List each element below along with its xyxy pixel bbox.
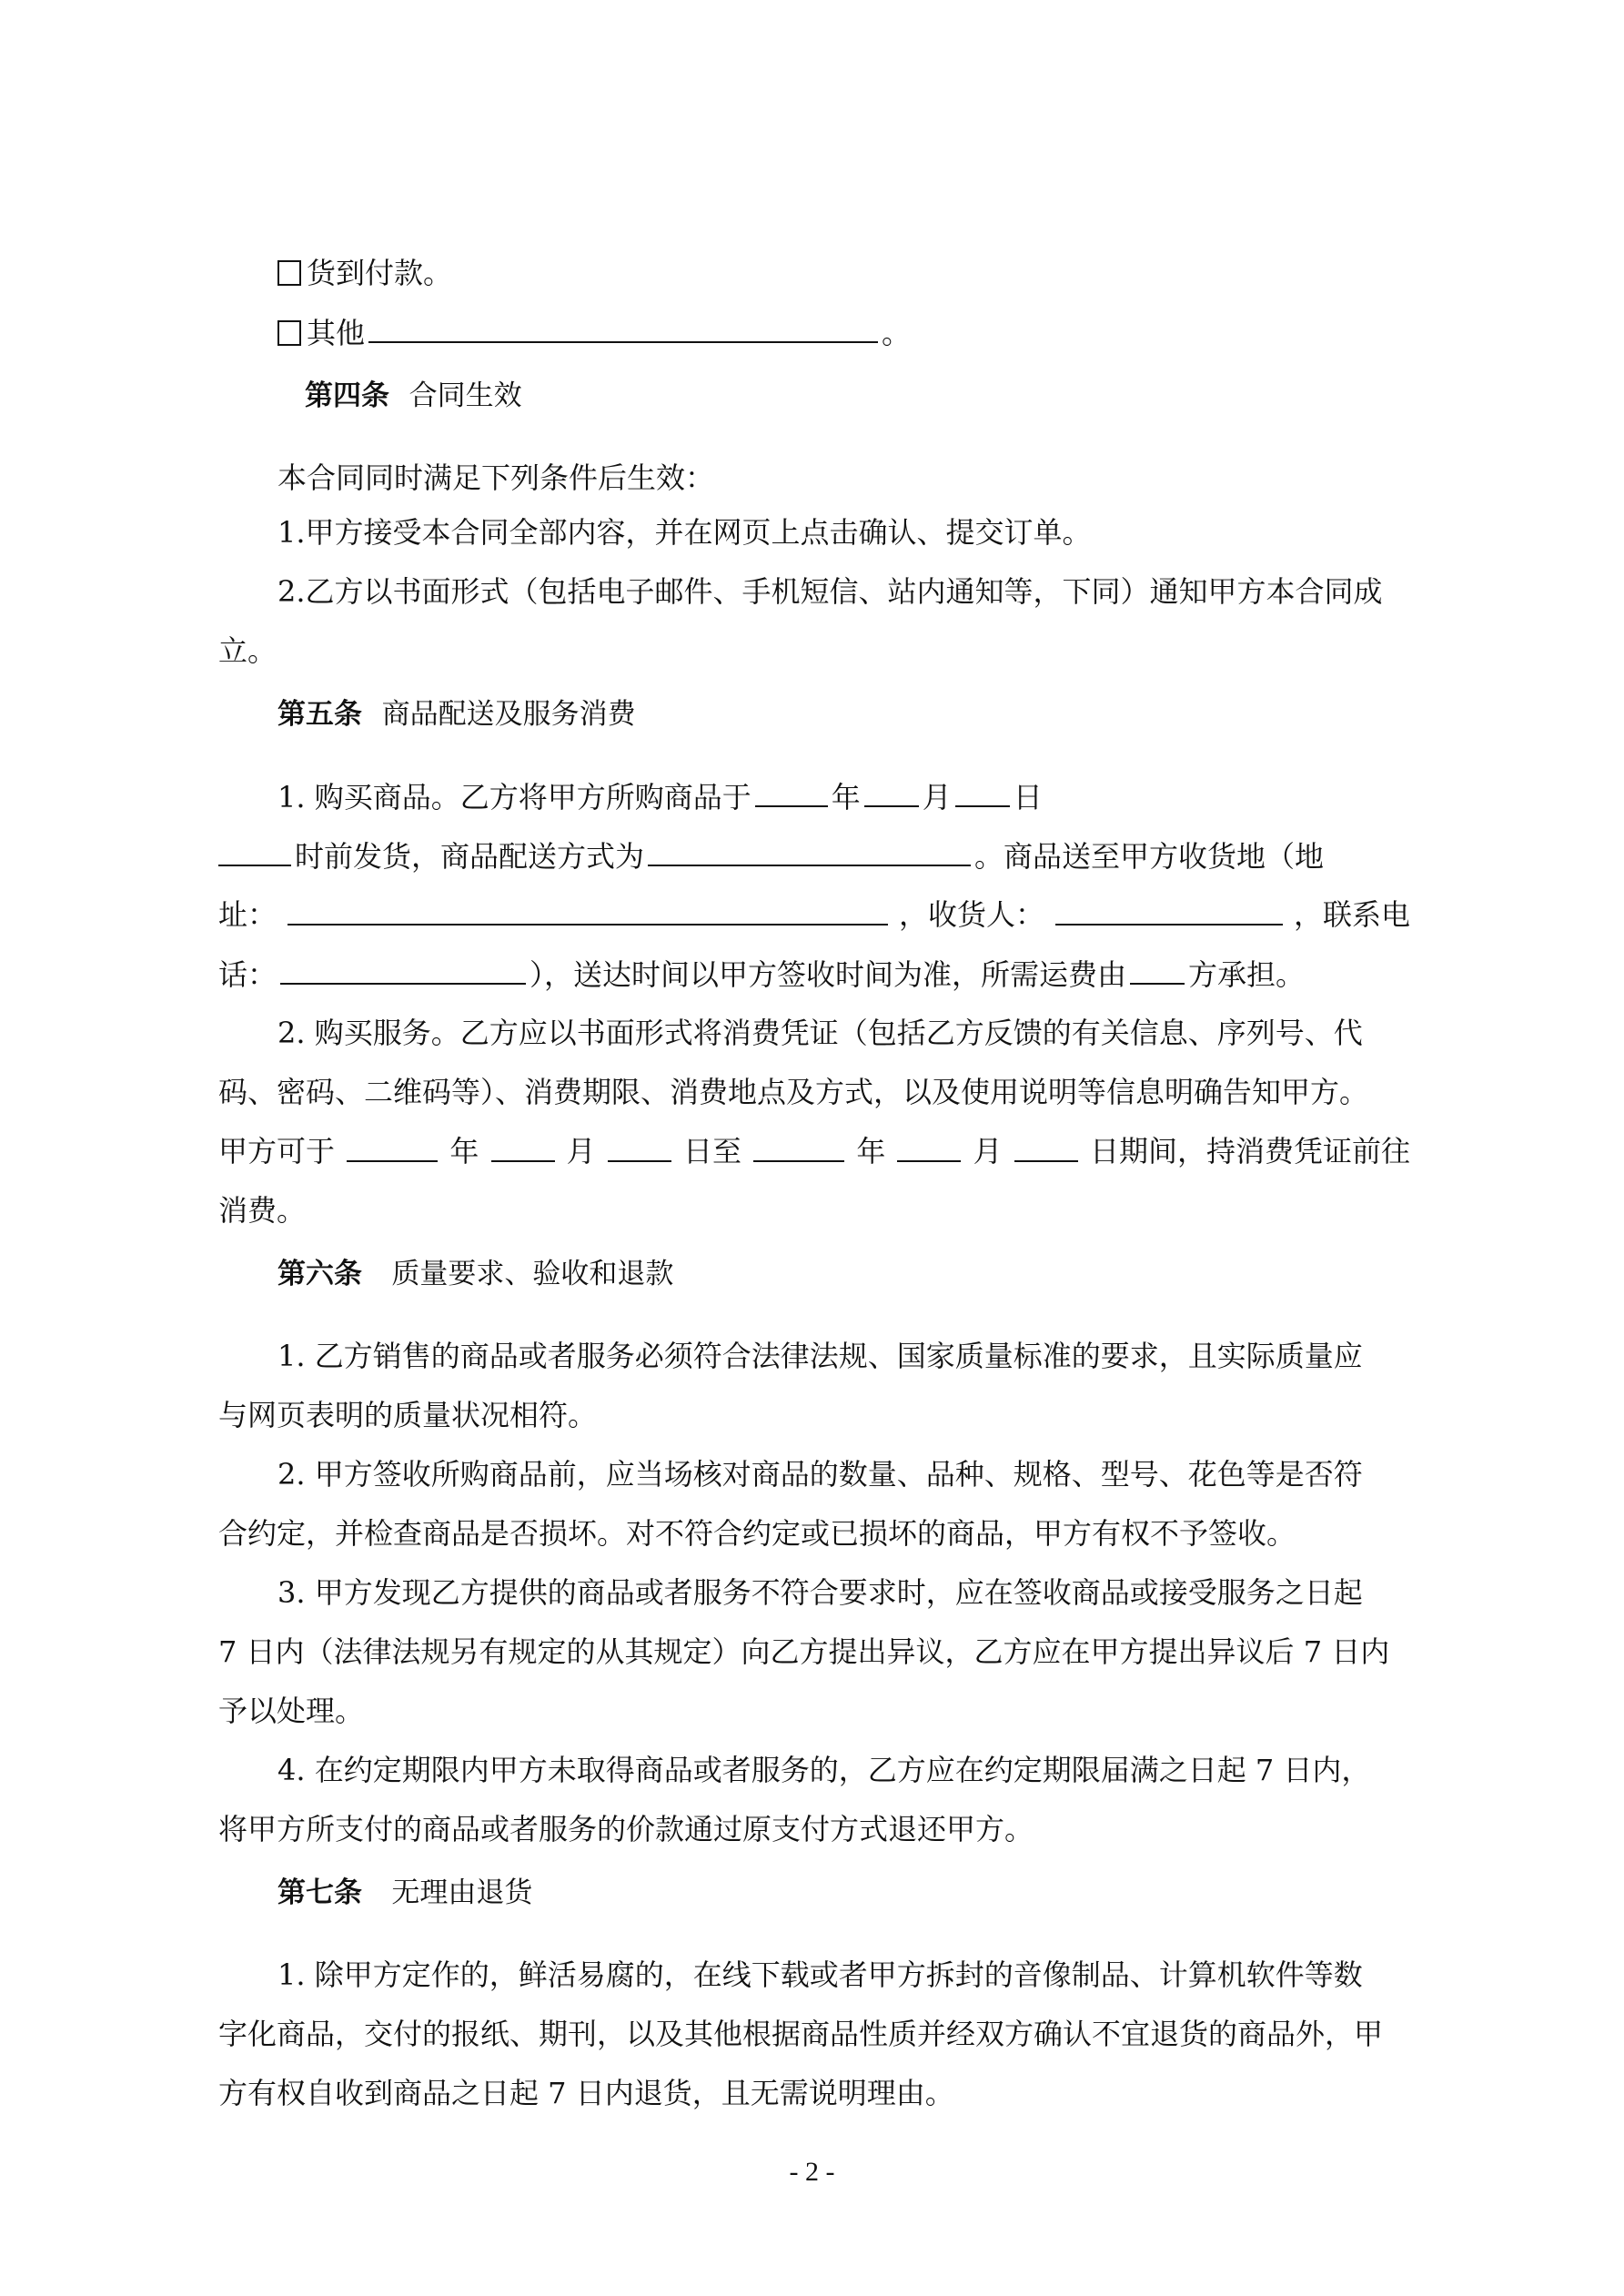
text: 年 (449, 1134, 479, 1168)
paragraph: 消费。 (218, 1193, 307, 1228)
paragraph: 1. 乙方销售的商品或者服务必须符合法律法规、国家质量标准的要求，且实际质量应 (277, 1339, 1363, 1373)
checkbox-icon[interactable] (277, 260, 301, 286)
article-number: 第六条 (277, 1258, 362, 1290)
text: 1. 购买商品。乙方将甲方所购商品于 (277, 780, 751, 814)
option-cod-label: 货到付款。 (307, 256, 453, 290)
blank-field[interactable] (648, 837, 971, 866)
option-cod (277, 255, 1410, 291)
blank-field[interactable] (1130, 956, 1185, 985)
text: ，联系电 (1293, 897, 1410, 932)
text: 址： (218, 897, 277, 932)
paragraph: 与网页表明的质量状况相符。 (218, 1398, 598, 1432)
paragraph (218, 1133, 1410, 1169)
blank-field[interactable] (1014, 1133, 1078, 1162)
blank-field[interactable] (1055, 896, 1283, 925)
paragraph: 码、密码、二维码等）、消费期限、消费地点及方式，以及使用说明等信息明确告知甲方。 (218, 1075, 1369, 1109)
option-other (277, 314, 1410, 351)
text: 话： (218, 957, 277, 992)
blank-field[interactable] (280, 956, 526, 985)
text: 月 (922, 780, 952, 814)
blank-field[interactable] (368, 314, 878, 343)
article-title: 无理由退货 (391, 1876, 533, 1909)
paragraph: 2.乙方以书面形式（包括电子邮件、手机短信、站内通知等，下同）通知甲方本合同成 (277, 574, 1383, 609)
text: 日 (1013, 780, 1043, 814)
paragraph: 1.甲方接受本合同全部内容，并在网页上点击确认、提交订单。 (277, 515, 1092, 550)
paragraph (277, 778, 1410, 815)
text: 时前发货，商品配送方式为 (295, 839, 645, 874)
paragraph (218, 956, 1410, 993)
paragraph: 将甲方所支付的商品或者服务的价款通过原支付方式退还甲方。 (218, 1812, 1034, 1846)
paragraph: 合约定，并检查商品是否损坏。对不符合约定或已损坏的商品，甲方有权不予签收。 (218, 1516, 1296, 1551)
paragraph: 2. 购买服务。乙方应以书面形式将消费凭证（包括乙方反馈的有关信息、序列号、代 (277, 1016, 1363, 1050)
blank-field[interactable] (955, 778, 1010, 807)
blank-field[interactable] (287, 896, 888, 925)
text: ，收货人： (898, 897, 1044, 932)
paragraph: 4. 在约定期限内甲方未取得商品或者服务的，乙方应在约定期限届满之日起 7 日内， (277, 1753, 1371, 1787)
paragraph (218, 837, 1410, 875)
text: 方承担。 (1188, 957, 1306, 992)
text: 年 (831, 780, 861, 814)
checkbox-icon[interactable] (277, 320, 301, 346)
article-number: 第四条 (305, 379, 389, 412)
blank-field[interactable] (753, 1133, 844, 1162)
paragraph: 予以处理。 (218, 1694, 365, 1728)
article-5-heading (277, 696, 1469, 733)
article-6-heading (277, 1256, 1469, 1292)
paragraph: 立。 (218, 633, 277, 668)
paragraph: 本合同同时满足下列条件后生效： (277, 460, 715, 495)
text: 日至 (682, 1134, 741, 1168)
text: 。商品送至甲方收货地（地 (974, 839, 1325, 874)
text: 日期间，持消费凭证前往 (1089, 1134, 1410, 1168)
page-number: - 2 - (789, 2157, 835, 2187)
blank-field[interactable] (608, 1133, 671, 1162)
paragraph: 7 日内（法律法规另有规定的从其规定）向乙方提出异议，乙方应在甲方提出异议后 7 日内 (218, 1634, 1390, 1669)
article-title: 质量要求、验收和退款 (391, 1258, 674, 1290)
article-7-heading (277, 1875, 1469, 1911)
article-title: 商品配送及服务消费 (381, 698, 636, 731)
article-number: 第七条 (277, 1876, 362, 1909)
paragraph: 字化商品，交付的报纸、期刊，以及其他根据商品性质并经双方确认不宜退货的商品外，甲 (218, 2017, 1384, 2051)
paragraph: 2. 甲方签收所购商品前，应当场核对商品的数量、品种、规格、型号、花色等是否符 (277, 1457, 1363, 1492)
blank-field[interactable] (897, 1133, 961, 1162)
article-number: 第五条 (277, 698, 362, 731)
text: 年 (856, 1134, 886, 1168)
paragraph: 1. 除甲方定作的，鲜活易腐的，在线下载或者甲方拆封的音像制品、计算机软件等数 (277, 1957, 1363, 1992)
paragraph (218, 896, 1410, 933)
blank-field[interactable] (755, 778, 828, 807)
paragraph: 方有权自收到商品之日起 7 日内退货，且无需说明理由。 (218, 2076, 954, 2110)
text: 月 (973, 1134, 1003, 1168)
punct: 。 (882, 316, 912, 350)
blank-field[interactable] (864, 778, 919, 807)
paragraph: 3. 甲方发现乙方提供的商品或者服务不符合要求时，应在签收商品或接受服务之日起 (277, 1575, 1363, 1610)
option-other-label: 其他 (307, 316, 366, 350)
blank-field[interactable] (347, 1133, 438, 1162)
text: ），送达时间以甲方签收时间为准，所需运费由 (530, 957, 1127, 992)
blank-field[interactable] (218, 837, 291, 866)
article-4-heading (305, 378, 1497, 414)
text: 月 (566, 1134, 596, 1168)
blank-field[interactable] (491, 1133, 555, 1162)
text: 甲方可于 (218, 1134, 336, 1168)
article-title: 合同生效 (409, 379, 522, 412)
